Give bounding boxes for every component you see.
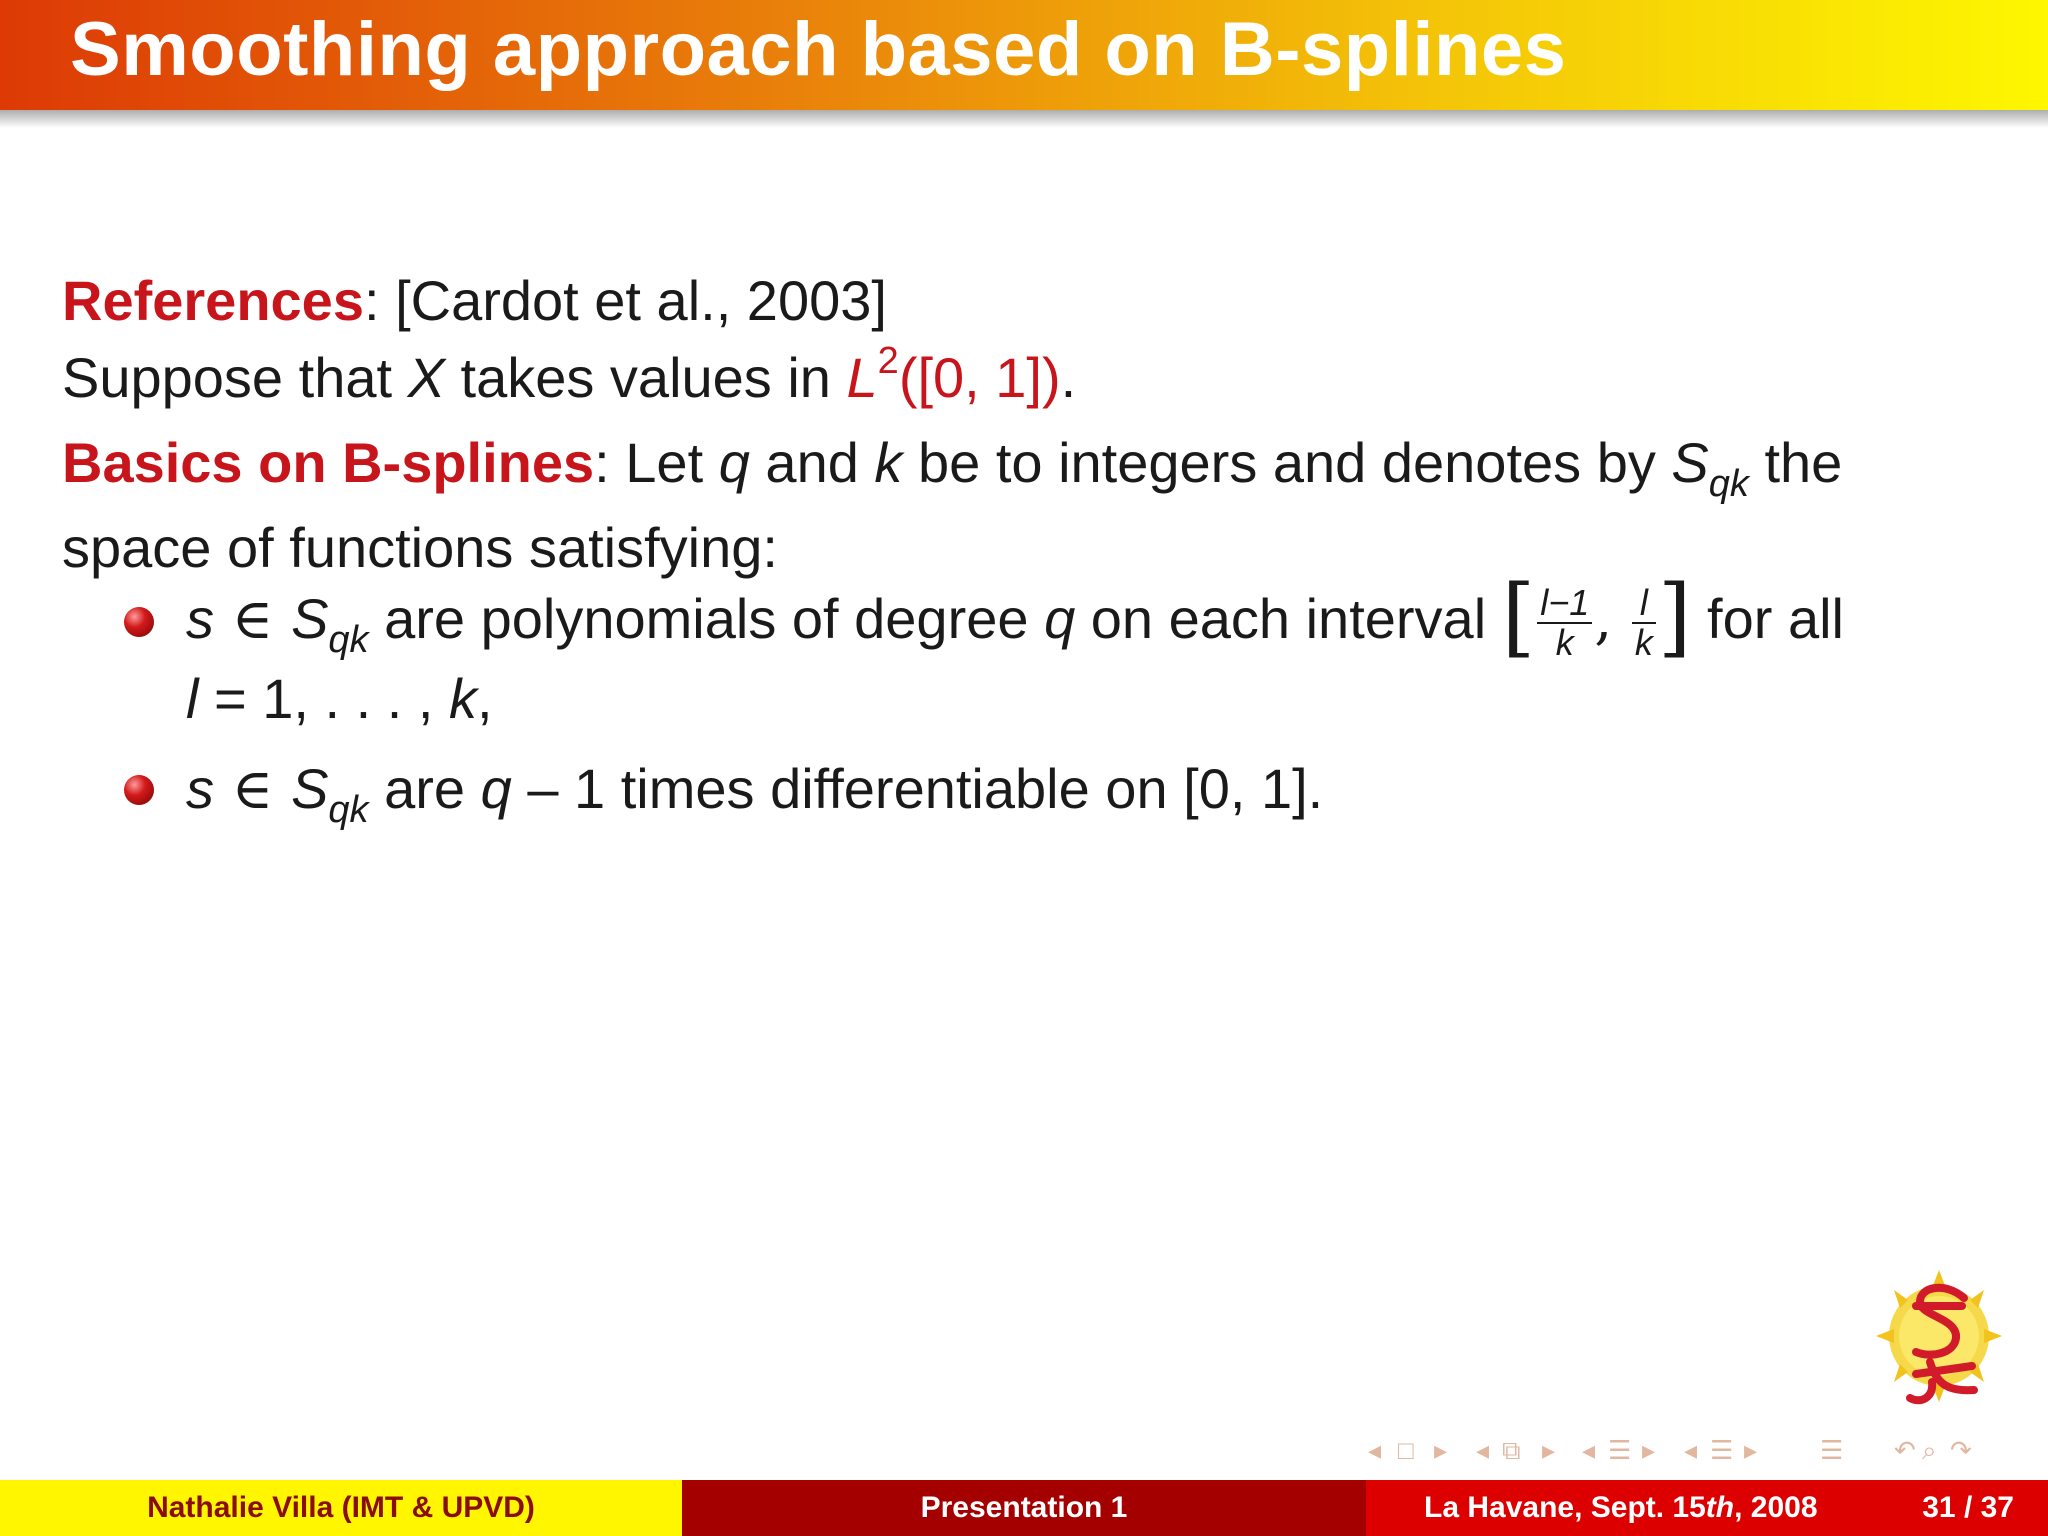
bullet-text-1: are polynomials of degree: [368, 587, 1045, 650]
sfds-logo-icon: [1876, 1262, 2002, 1414]
footer-date-th: th: [1705, 1491, 1735, 1524]
var-s: s: [186, 587, 214, 650]
nav-left-arrow-icon[interactable]: ◂: [1476, 1435, 1490, 1465]
fraction-lower: [1537, 584, 1592, 662]
references-line: [62, 262, 2002, 339]
variable-k: k: [874, 431, 903, 494]
basics-text-3: be to integers and denotes by: [902, 431, 1672, 494]
bullet-text-1: are: [368, 757, 481, 820]
range-text: = 1, . . . ,: [198, 667, 450, 730]
bullet-ball-icon: [124, 607, 154, 637]
left-bracket: [: [1501, 566, 1536, 667]
basics-line: [62, 424, 2002, 509]
beamer-navigation-bar: [1308, 1432, 2048, 1468]
forward-icon[interactable]: ↷: [1950, 1435, 1972, 1465]
interval-comma: ,: [1594, 587, 1630, 652]
back-icon[interactable]: ↶: [1894, 1435, 1916, 1465]
suppose-line: [62, 339, 2002, 424]
element-of-symbol: ∈: [214, 587, 292, 652]
footer-date: [1424, 1480, 1818, 1536]
slide-title: Smoothing approach based on B-splines: [70, 7, 1567, 92]
bullet-text-2: – 1 times differentiable on [0, 1].: [511, 757, 1324, 820]
variable-x: X: [407, 346, 445, 409]
references-label: References: [62, 269, 364, 332]
search-icon[interactable]: ⌕: [1922, 1435, 1937, 1465]
footer-presentation: Presentation 1: [682, 1480, 1366, 1536]
basics-text-1: : Let: [594, 431, 719, 494]
references-text: : [Cardot et al., 2003]: [363, 269, 887, 332]
right-bracket: ]: [1657, 566, 1692, 667]
var-s: s: [186, 757, 214, 820]
bullet-item-polynomials: [186, 566, 1844, 667]
space-s-subscript: qk: [1708, 463, 1749, 505]
var-l: l: [186, 667, 199, 730]
space-argument: ([0, 1]): [898, 346, 1061, 409]
variable-q: q: [718, 431, 750, 494]
range-end: ,: [477, 667, 493, 730]
fraction-upper: [1632, 584, 1656, 662]
suppose-end: .: [1060, 346, 1077, 409]
var-q: q: [480, 757, 512, 820]
footer-date-suffix: , 2008: [1734, 1491, 1818, 1524]
space-exponent: 2: [877, 340, 899, 382]
fraction-upper-numerator: l: [1632, 584, 1656, 624]
fraction-lower-numerator: l−1: [1537, 584, 1592, 624]
bullet-item-polynomials-line-2: [186, 660, 493, 737]
frame-icon[interactable]: □: [1398, 1435, 1414, 1465]
nav-right-arrow-icon[interactable]: ▸: [1642, 1435, 1656, 1465]
space-s: S: [291, 587, 329, 650]
footer-date-prefix: La Havane, Sept. 15: [1424, 1491, 1706, 1524]
bullet-text-3: for all: [1691, 587, 1844, 650]
space-s-subscript: qk: [328, 789, 369, 831]
space-l: L: [846, 346, 878, 409]
var-q: q: [1044, 587, 1076, 650]
element-of-symbol: ∈: [214, 757, 292, 822]
fraction-upper-denominator: k: [1634, 622, 1653, 664]
outline-icon[interactable]: ☰: [1710, 1435, 1734, 1465]
nav-right-arrow-icon[interactable]: ▸: [1542, 1435, 1556, 1465]
nav-right-arrow-icon[interactable]: ▸: [1744, 1435, 1758, 1465]
footer-right: [1366, 1480, 2048, 1536]
subsection-icon[interactable]: ⧉: [1502, 1435, 1521, 1465]
bullet-text-2: on each interval: [1075, 587, 1502, 650]
title-bar: [0, 0, 2048, 110]
section-icon[interactable]: ☰: [1608, 1435, 1632, 1465]
basics-text-4: the: [1748, 431, 1843, 494]
document-icon[interactable]: ☰: [1820, 1435, 1844, 1465]
fraction-lower-denominator: k: [1555, 622, 1574, 664]
nav-right-arrow-icon[interactable]: ▸: [1434, 1435, 1448, 1465]
basics-label: Basics on B-splines: [62, 431, 595, 494]
slide-body: [62, 262, 2002, 586]
bullet-ball-icon: [124, 775, 154, 805]
var-k: k: [449, 667, 478, 730]
footer-bar: [0, 1480, 2048, 1536]
bullet-item-differentiable: [186, 750, 1323, 835]
space-s: S: [291, 757, 329, 820]
nav-left-arrow-icon[interactable]: ◂: [1368, 1435, 1382, 1465]
space-s-subscript: qk: [328, 619, 369, 661]
suppose-text: Suppose that: [62, 346, 408, 409]
basics-text-2: and: [749, 431, 875, 494]
nav-left-arrow-icon[interactable]: ◂: [1582, 1435, 1596, 1465]
title-shadow: [0, 110, 2048, 128]
footer-author: Nathalie Villa (IMT & UPVD): [0, 1480, 682, 1536]
basics-line-2: space of functions satisfying:: [62, 516, 778, 579]
nav-left-arrow-icon[interactable]: ◂: [1684, 1435, 1698, 1465]
footer-page-number: 31 / 37: [1922, 1491, 2014, 1524]
space-s: S: [1671, 431, 1709, 494]
suppose-text-2: takes values in: [444, 346, 847, 409]
